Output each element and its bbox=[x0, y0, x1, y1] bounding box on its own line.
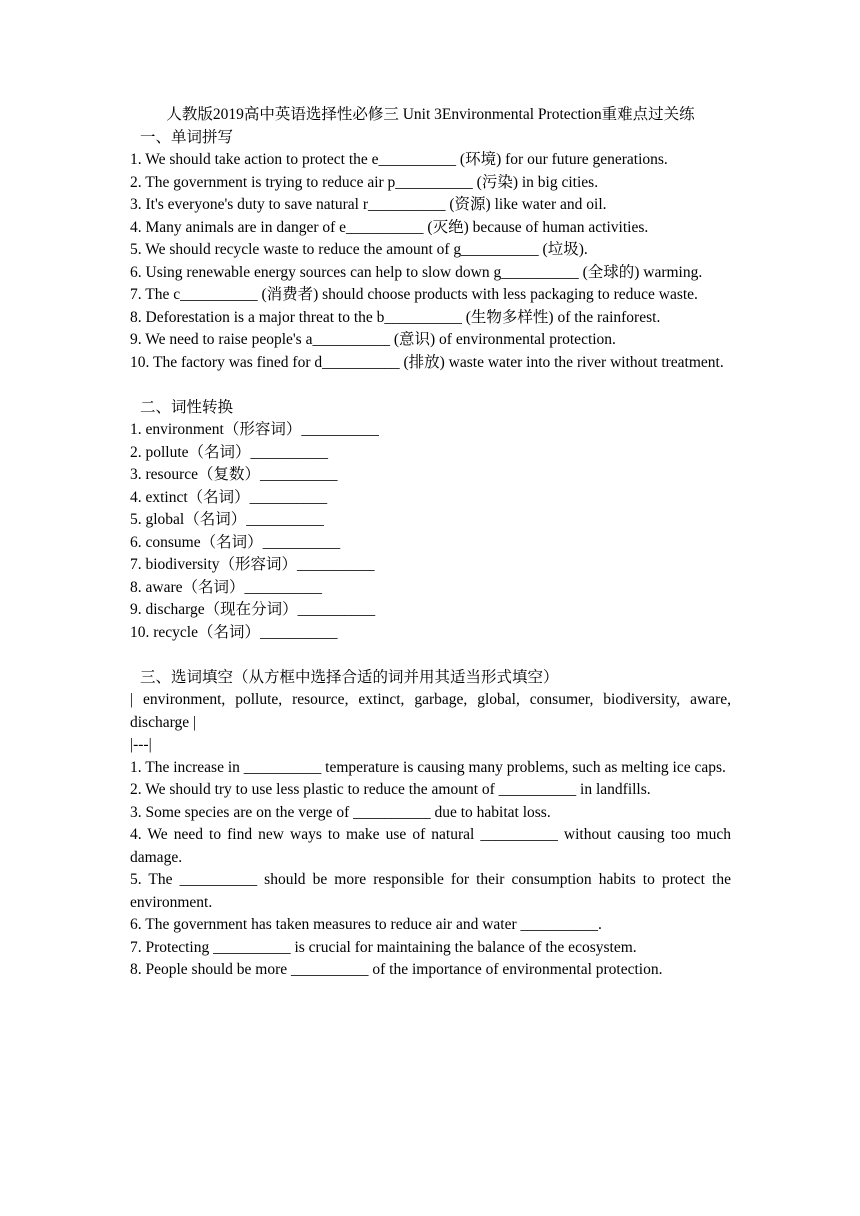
spacer bbox=[130, 374, 731, 397]
document-title: 人教版2019高中英语选择性必修三 Unit 3Environmental Protection重难点过关练 bbox=[166, 106, 695, 123]
section-2-item-6: 6. consume（名词）__________ bbox=[130, 533, 341, 551]
section-3-item-2: 2. We should try to use less plastic to reduce the amount of __________ in landfills. bbox=[130, 781, 651, 798]
section-2-item-3: 3. resource（复数）__________ bbox=[130, 466, 338, 483]
section-3-heading: 三、选词填空（从方框中选择合适的词并用其适当形式填空） bbox=[140, 668, 559, 686]
section-2-item-1: 1. environment（形容词）__________ bbox=[130, 421, 379, 438]
word-box: | environment, pollute, resource, extinct, garbage, global, consumer, biodiversity, aware, discharge | bbox=[130, 691, 731, 731]
section-2-item-7: 7. biodiversity（形容词）__________ bbox=[130, 556, 375, 573]
section-2-item-9: 9. discharge（现在分词）__________ bbox=[130, 601, 376, 618]
spacer bbox=[130, 644, 731, 667]
section-1-item-5: 5. We should recycle waste to reduce the amount of g__________ (垃圾). bbox=[130, 241, 588, 258]
section-3-item-1: 1. The increase in __________ temperature is causing many problems, such as melting ice caps. bbox=[130, 758, 726, 776]
section-2-item-2: 2. pollute（名词）__________ bbox=[130, 443, 329, 461]
section-1-heading: 一、单词拼写 bbox=[140, 128, 234, 146]
section-1-item-8: 8. Deforestation is a major threat to the b__________ (生物多样性) of the rainforest. bbox=[130, 308, 661, 326]
section-3-item-6: 6. The government has taken measures to reduce air and water __________. bbox=[130, 916, 602, 933]
section-2-item-8: 8. aware（名词）__________ bbox=[130, 578, 322, 596]
section-2-item-10: 10. recycle（名词）__________ bbox=[130, 623, 338, 641]
section-3-item-7: 7. Protecting __________ is crucial for maintaining the balance of the ecosystem. bbox=[130, 938, 637, 956]
section-2-item-4: 4. extinct（名词）__________ bbox=[130, 488, 328, 506]
section-3-item-5: 5. The __________ should be more responsible for their consumption habits to protect the environment. bbox=[130, 871, 731, 911]
section-3-item-3: 3. Some species are on the verge of __________ due to habitat loss. bbox=[130, 803, 551, 821]
word-box-separator: |---| bbox=[130, 736, 152, 753]
section-1-item-10: 10. The factory was fined for d__________ (排放) waste water into the river without treatment. bbox=[130, 353, 724, 371]
document-content bbox=[130, 104, 731, 982]
section-1-item-1: 1. We should take action to protect the e__________ (环境) for our future generations. bbox=[130, 151, 668, 168]
section-1-item-4: 4. Many animals are in danger of e__________ (灭绝) because of human activities. bbox=[130, 218, 649, 236]
section-1-item-2: 2. The government is trying to reduce air p__________ (污染) in big cities. bbox=[130, 173, 599, 191]
section-1-item-7: 7. The c__________ (消费者) should choose products with less packaging to reduce waste. bbox=[130, 286, 698, 303]
section-1-item-6: 6. Using renewable energy sources can help to slow down g__________ (全球的) warming. bbox=[130, 263, 703, 281]
section-2-item-5: 5. global（名词）__________ bbox=[130, 511, 324, 528]
section-3-item-8: 8. People should be more __________ of the importance of environmental protection. bbox=[130, 961, 663, 978]
section-1-item-3: 3. It's everyone's duty to save natural r__________ (资源) like water and oil. bbox=[130, 196, 607, 213]
section-1-item-9: 9. We need to raise people's a__________ (意识) of environmental protection. bbox=[130, 331, 616, 348]
section-2-heading: 二、词性转换 bbox=[140, 398, 234, 416]
section-3-item-4: 4. We need to find new ways to make use of natural __________ without causing too much damage. bbox=[130, 826, 731, 866]
